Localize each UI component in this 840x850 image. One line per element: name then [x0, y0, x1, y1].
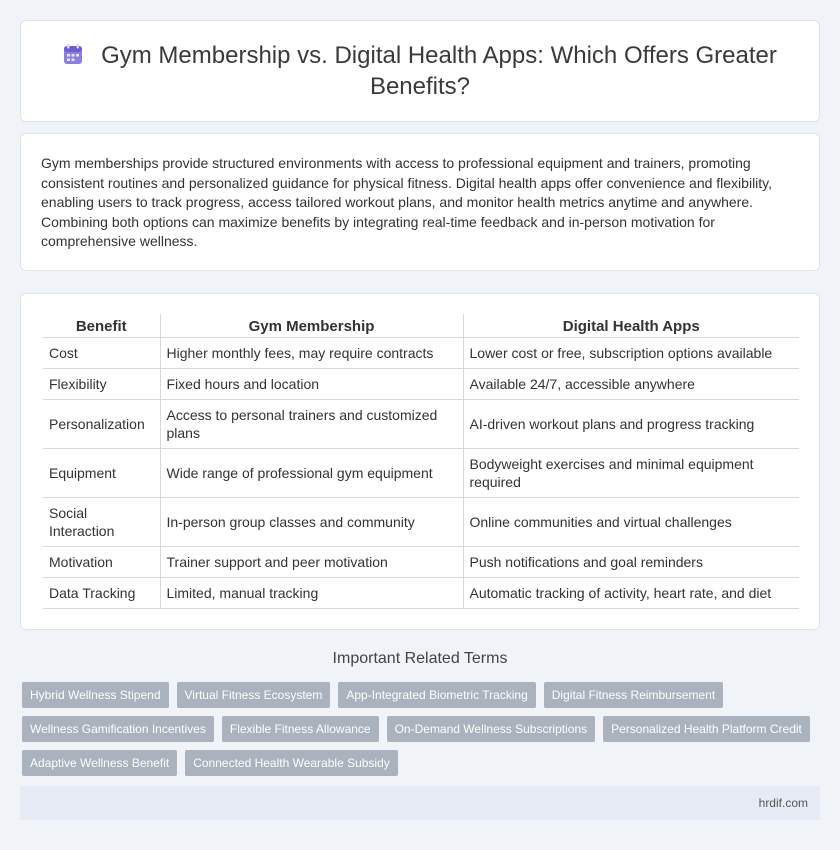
- table-cell: Trainer support and peer motivation: [160, 547, 463, 578]
- table-cell: In-person group classes and community: [160, 498, 463, 547]
- related-term-tag[interactable]: Digital Fitness Reimbursement: [544, 682, 723, 708]
- table-cell: AI-driven workout plans and progress tracking: [463, 400, 799, 449]
- table-row: [43, 369, 799, 400]
- related-term-tag[interactable]: Adaptive Wellness Benefit: [22, 750, 177, 776]
- table-cell: Social Interaction: [43, 498, 160, 547]
- table-cell: Online communities and virtual challenges: [463, 498, 799, 547]
- table-row: [43, 449, 799, 498]
- calendar-icon: [63, 43, 83, 65]
- table-cell: Flexibility: [43, 369, 160, 400]
- table-cell: Equipment: [43, 449, 160, 498]
- table-cell: Access to personal trainers and customized plans: [160, 400, 463, 449]
- table-row: [43, 498, 799, 547]
- comparison-table: [43, 314, 799, 609]
- related-terms-heading: Important Related Terms: [332, 650, 508, 667]
- footer-site-link[interactable]: hrdif.com: [758, 796, 808, 810]
- title-card: [20, 20, 820, 122]
- related-term-tag[interactable]: Wellness Gamification Incentives: [22, 716, 214, 742]
- table-cell: Data Tracking: [43, 578, 160, 609]
- title-text: Gym Membership vs. Digital Health Apps: Which Offers Greater Benefits?: [101, 42, 777, 100]
- table-cell: Limited, manual tracking: [160, 578, 463, 609]
- footer: [20, 786, 820, 820]
- table-cell: Cost: [43, 338, 160, 369]
- related-term-tag[interactable]: On-Demand Wellness Subscriptions: [387, 716, 596, 742]
- related-term-tag[interactable]: Personalized Health Platform Credit: [603, 716, 810, 742]
- table-cell: Bodyweight exercises and minimal equipment required: [463, 449, 799, 498]
- table-cell: Motivation: [43, 547, 160, 578]
- related-term-tag[interactable]: App-Integrated Biometric Tracking: [338, 682, 535, 708]
- table-cell: Available 24/7, accessible anywhere: [463, 369, 799, 400]
- table-row: [43, 338, 799, 369]
- intro-paragraph: Gym memberships provide structured environments with access to professional equipment and trainers, promoting consistent routines and personalized guidance for physical fitness. Digital health apps offer convenience and flexibility, enabling users to track progress, access tailored workout plans, and monitor health metrics anytime and anywhere. Combining both options can maximize benefits by integrating real-time feedback and in-person motivation for comprehensive wellness.: [41, 155, 773, 250]
- table-cell: Push notifications and goal reminders: [463, 547, 799, 578]
- table-cell: Lower cost or free, subscription options available: [463, 338, 799, 369]
- column-header-gym-membership: Gym Membership: [160, 314, 463, 338]
- table-header-row: [43, 314, 799, 338]
- table-row: [43, 400, 799, 449]
- page-title: [61, 40, 779, 102]
- intro-card: [20, 133, 820, 271]
- table-cell: Automatic tracking of activity, heart rate, and diet: [463, 578, 799, 609]
- related-term-tag[interactable]: Hybrid Wellness Stipend: [22, 682, 169, 708]
- table-row: [43, 547, 799, 578]
- table-cell: Higher monthly fees, may require contracts: [160, 338, 463, 369]
- comparison-table-card: [20, 293, 820, 630]
- column-header-benefit: Benefit: [43, 314, 160, 338]
- related-terms-list: [22, 682, 822, 776]
- related-term-tag[interactable]: Flexible Fitness Allowance: [222, 716, 379, 742]
- column-header-digital-health-apps: Digital Health Apps: [463, 314, 799, 338]
- related-term-tag[interactable]: Connected Health Wearable Subsidy: [185, 750, 398, 776]
- related-term-tag[interactable]: Virtual Fitness Ecosystem: [177, 682, 331, 708]
- table-cell: Personalization: [43, 400, 160, 449]
- table-row: [43, 578, 799, 609]
- table-cell: Wide range of professional gym equipment: [160, 449, 463, 498]
- table-cell: Fixed hours and location: [160, 369, 463, 400]
